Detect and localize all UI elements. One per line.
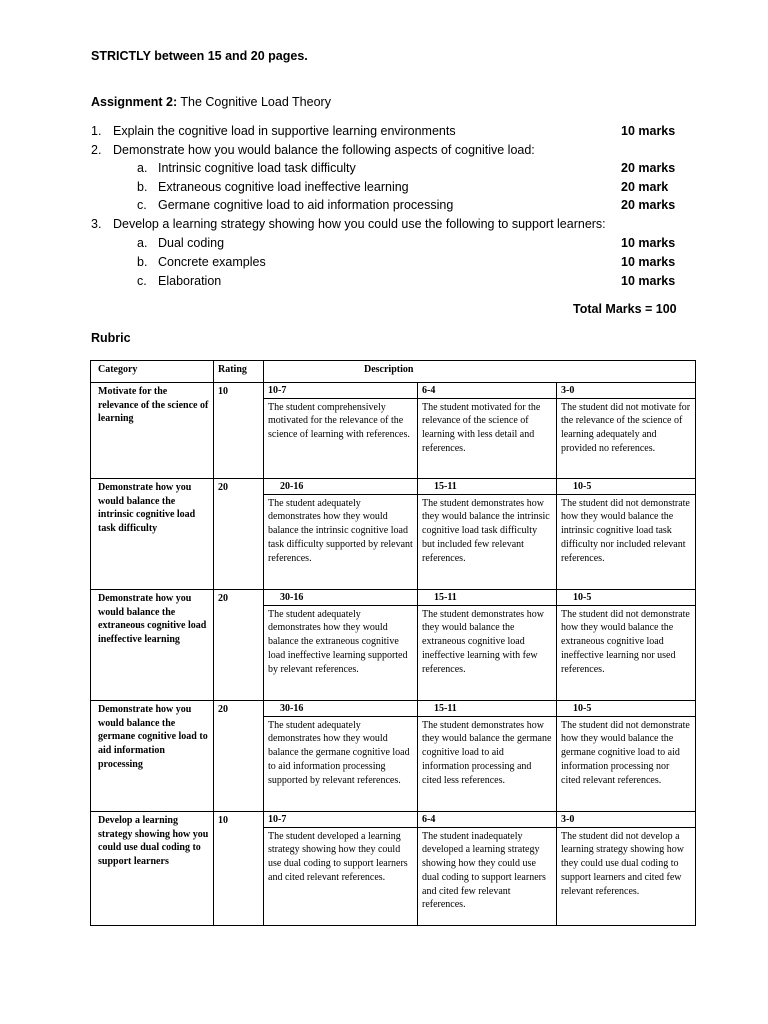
rubric-heading: Rubric bbox=[91, 331, 131, 345]
rubric-level-cell bbox=[418, 812, 557, 926]
subquestion-letter: a. bbox=[137, 161, 148, 175]
score-range: 6-4 bbox=[418, 813, 556, 828]
subquestion-text: Intrinsic cognitive load task difficulty bbox=[158, 161, 356, 175]
subquestion-marks: 20 marks bbox=[621, 198, 676, 212]
rubric-level-cell bbox=[418, 383, 557, 479]
rubric-row bbox=[91, 701, 696, 812]
rubric-level-cell bbox=[264, 701, 418, 812]
score-range: 15-11 bbox=[418, 591, 556, 606]
rubric-level-cell bbox=[264, 590, 418, 701]
total-marks: Total Marks = 100 bbox=[573, 302, 677, 316]
subquestion-marks: 10 marks bbox=[621, 236, 676, 250]
rubric-level-cell bbox=[557, 590, 696, 701]
subquestion-marks: 10 marks bbox=[621, 255, 676, 269]
question-number: 1. bbox=[91, 124, 102, 138]
rubric-level-cell bbox=[418, 479, 557, 590]
rubric-level-cell bbox=[264, 479, 418, 590]
score-range: 3-0 bbox=[557, 384, 695, 399]
assignment-label: Assignment 2: bbox=[91, 95, 178, 109]
rubric-level-cell bbox=[418, 701, 557, 812]
question-text: Explain the cognitive load in supportive learning environments bbox=[113, 124, 456, 138]
header-description: Description bbox=[264, 361, 696, 383]
rubric-rating: 10 bbox=[214, 383, 264, 479]
level-description: The student did not develop a learning strategy showing how they could use dual coding to support learners and cited few relevant references. bbox=[561, 830, 685, 897]
rubric-rating: 20 bbox=[214, 479, 264, 590]
level-description: The student did not demonstrate how they would balance the intrinsic cognitive load task difficulty nor included relevant references. bbox=[561, 497, 690, 564]
subquestion-text: Dual coding bbox=[158, 236, 225, 250]
assignment-topic: The Cognitive Load Theory bbox=[177, 95, 331, 109]
rubric-table bbox=[90, 360, 696, 926]
score-range: 3-0 bbox=[557, 813, 695, 828]
question-marks: 10 marks bbox=[621, 124, 676, 138]
level-description: The student did not motivate for the relevance of the science of learning adequately and provided no references. bbox=[561, 401, 691, 454]
level-description: The student did not demonstrate how they would balance the extraneous cognitive load ineffective learning nor used references. bbox=[561, 608, 690, 675]
subquestion-text: Elaboration bbox=[158, 274, 222, 288]
score-range: 10-5 bbox=[557, 702, 695, 717]
pages-requirement: STRICTLY between 15 and 20 pages. bbox=[91, 49, 308, 63]
subquestion-letter: b. bbox=[137, 255, 148, 269]
subquestion-letter: c. bbox=[137, 274, 147, 288]
subquestion-letter: a. bbox=[137, 236, 148, 250]
level-description: The student demonstrates how they would balance the intrinsic cognitive load task difficulty but included few relevant references. bbox=[422, 497, 550, 564]
score-range: 10-5 bbox=[557, 480, 695, 495]
subquestion-text: Concrete examples bbox=[158, 255, 266, 269]
rubric-level-cell bbox=[557, 701, 696, 812]
score-range: 30-16 bbox=[264, 702, 417, 717]
level-description: The student developed a learning strategy showing how they could use dual coding to support learners and cited relevant references. bbox=[268, 830, 408, 883]
level-description: The student did not demonstrate how they would balance the germane cognitive load to aid information processing nor cited relevant references. bbox=[561, 719, 690, 786]
level-description: The student demonstrates how they would balance the extraneous cognitive load ineffective learning with few references. bbox=[422, 608, 544, 675]
level-description: The student comprehensively motivated for the relevance of the science of learning with references. bbox=[268, 401, 410, 441]
rubric-header-row bbox=[91, 361, 696, 383]
score-range: 15-11 bbox=[418, 702, 556, 717]
score-range: 15-11 bbox=[418, 480, 556, 495]
rubric-level-cell bbox=[418, 590, 557, 701]
question-number: 3. bbox=[91, 217, 102, 231]
score-range: 10-7 bbox=[264, 813, 417, 828]
header-category: Category bbox=[91, 361, 214, 383]
subquestion-letter: c. bbox=[137, 198, 147, 212]
level-description: The student motivated for the relevance of the science of learning with less detail and references. bbox=[422, 401, 541, 454]
rubric-category: Demonstrate how you would balance the extraneous cognitive load ineffective learning bbox=[91, 590, 214, 701]
rubric-category: Demonstrate how you would balance the germane cognitive load to aid information processing bbox=[91, 701, 214, 812]
subquestion-letter: b. bbox=[137, 180, 148, 194]
level-description: The student adequately demonstrates how they would balance the intrinsic cognitive load task difficulty supported by relevant references. bbox=[268, 497, 413, 564]
rubric-row bbox=[91, 812, 696, 926]
subquestion-text: Extraneous cognitive load ineffective learning bbox=[158, 180, 409, 194]
rubric-level-cell bbox=[557, 812, 696, 926]
score-range: 10-7 bbox=[264, 384, 417, 399]
rubric-row bbox=[91, 479, 696, 590]
rubric-level-cell bbox=[264, 812, 418, 926]
subquestion-marks: 10 marks bbox=[621, 274, 676, 288]
rubric-rating: 10 bbox=[214, 812, 264, 926]
level-description: The student adequately demonstrates how they would balance the germane cognitive load to aid information processing supported by relevant references. bbox=[268, 719, 410, 786]
level-description: The student demonstrates how they would balance the germane cognitive load to aid information processing and cited less references. bbox=[422, 719, 552, 786]
rubric-row bbox=[91, 590, 696, 701]
score-range: 30-16 bbox=[264, 591, 417, 606]
rubric-category: Develop a learning strategy showing how you could use dual coding to support learners bbox=[91, 812, 214, 926]
question-text: Demonstrate how you would balance the following aspects of cognitive load: bbox=[113, 143, 535, 157]
score-range: 6-4 bbox=[418, 384, 556, 399]
rubric-level-cell bbox=[264, 383, 418, 479]
subquestion-marks: 20 marks bbox=[621, 161, 676, 175]
score-range: 10-5 bbox=[557, 591, 695, 606]
question-text: Develop a learning strategy showing how you could use the following to support learners: bbox=[113, 217, 606, 231]
rubric-row bbox=[91, 383, 696, 479]
subquestion-text: Germane cognitive load to aid information processing bbox=[158, 198, 454, 212]
level-description: The student adequately demonstrates how they would balance the extraneous cognitive load ineffective learning supported by relevant references. bbox=[268, 608, 408, 675]
rubric-category: Motivate for the relevance of the science of learning bbox=[91, 383, 214, 479]
subquestion-marks: 20 mark bbox=[621, 180, 669, 194]
header-rating: Rating bbox=[214, 361, 264, 383]
assignment-title bbox=[91, 95, 331, 109]
rubric-rating: 20 bbox=[214, 701, 264, 812]
rubric-rating: 20 bbox=[214, 590, 264, 701]
question-number: 2. bbox=[91, 143, 102, 157]
rubric-level-cell bbox=[557, 479, 696, 590]
rubric-level-cell bbox=[557, 383, 696, 479]
score-range: 20-16 bbox=[264, 480, 417, 495]
rubric-category: Demonstrate how you would balance the intrinsic cognitive load task difficulty bbox=[91, 479, 214, 590]
level-description: The student inadequately developed a learning strategy showing how they could use dual coding to support learners and cited few relevant references. bbox=[422, 830, 546, 911]
